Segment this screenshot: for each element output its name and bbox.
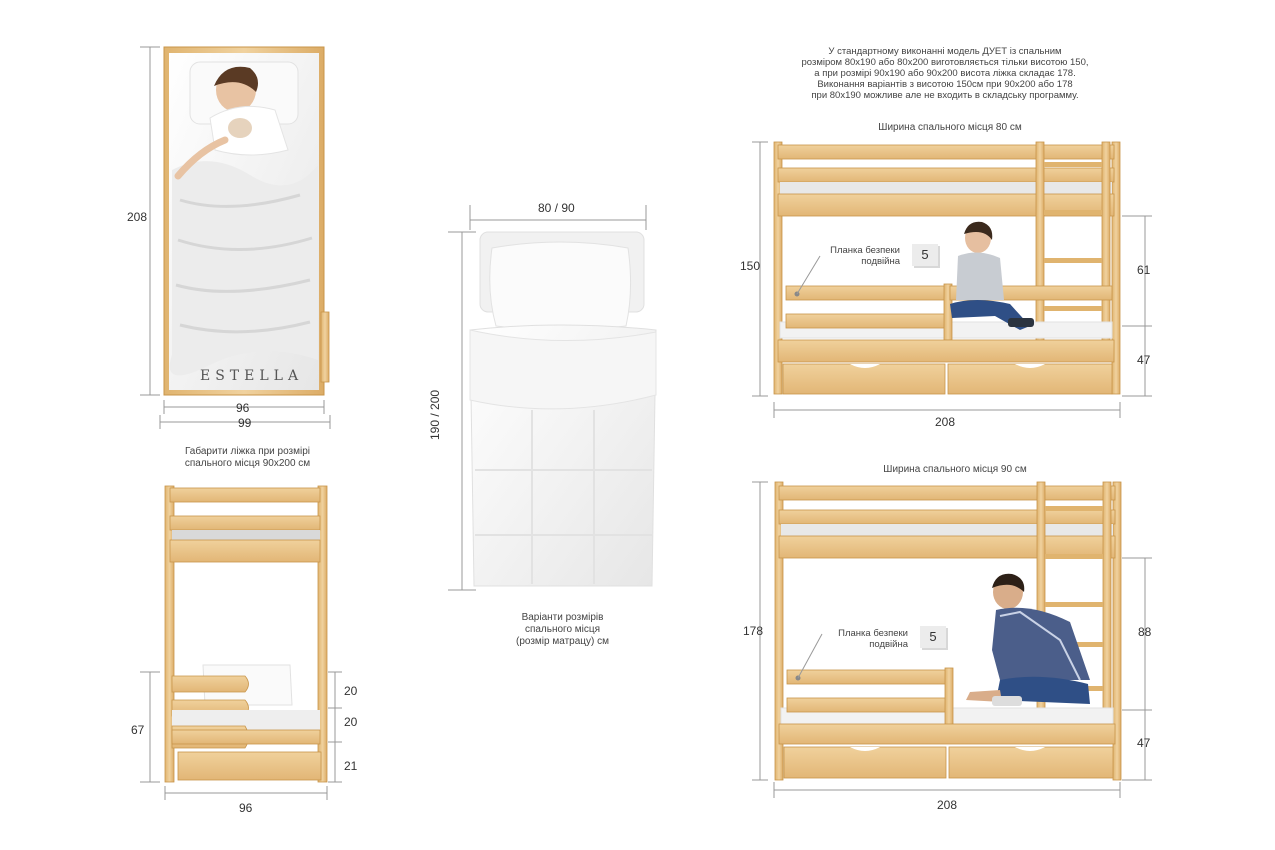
top-note-line-1: У стандартному виконанні модель ДУЕТ із спальним [828, 46, 1062, 57]
bed90-upper-label: 88 [1138, 625, 1152, 639]
top-view-height-label: 208 [127, 210, 148, 224]
top-note-line-2: розміром 80х190 або 80х200 виготовляється тільки висотою 150, [801, 57, 1089, 68]
bed80-rail-note [810, 245, 900, 267]
end-view-bed [140, 486, 342, 800]
side-view-width-label: 96 [239, 801, 253, 815]
mattress-width-label: 80 / 90 [538, 201, 575, 215]
bed80-rail-count-badge: 5 [912, 244, 938, 266]
side-view-caption-line-1: Габарити ліжка при розмірі [184, 446, 311, 457]
top-note-line-5: при 80х190 можливе але не входить в складську программу. [811, 90, 1079, 101]
top-note [780, 46, 1110, 101]
sitting-man-figure [966, 574, 1090, 706]
side-view-height-label: 67 [131, 723, 145, 737]
bed90-width-label: 208 [937, 798, 958, 812]
bed80-rail-line-1: Планка безпеки [830, 245, 900, 256]
side-view-dim-b: 20 [344, 715, 358, 729]
bed90-rail-line-2: подвійна [869, 639, 908, 650]
mattress-caption-line-2: спального місця [524, 624, 601, 635]
mattress-caption-line-1: Варіанти розмірів [521, 612, 604, 623]
bed90-rail-count-badge: 5 [920, 626, 946, 648]
bed80-title: Ширина спального місця 80 см [878, 122, 1022, 133]
bed90-title: Ширина спального місця 90 см [883, 464, 1027, 475]
top-note-line-3: а при розмірі 90х190 або 90х200 висота ліжка складає 178. [814, 68, 1076, 79]
bed80-lower-label: 47 [1137, 353, 1151, 367]
bed90-rail-line-1: Планка безпеки [838, 628, 908, 639]
side-view-dim-a: 20 [344, 684, 358, 698]
bed80-upper-label: 61 [1137, 263, 1151, 277]
top-view-outer-width-label: 99 [238, 416, 252, 430]
bunk-bed-90 [752, 482, 1152, 798]
mattress-drawing [448, 205, 656, 590]
bunk-bed-80 [752, 142, 1152, 418]
top-view-inner-width-label: 96 [236, 401, 250, 415]
sitting-boy-figure [950, 222, 1034, 330]
bed80-rail-line-2: подвійна [861, 256, 900, 267]
bed90-height-label: 178 [743, 624, 764, 638]
top-note-line-4: Виконання варіантів з висотою 150см при 90х200 або 178 [817, 79, 1073, 90]
side-view-dim-c: 21 [344, 759, 358, 773]
side-view-caption-line-2: спального місця 90х200 см [184, 458, 311, 469]
bed80-width-label: 208 [935, 415, 956, 429]
mattress-caption-line-3: (розмір матрацу) см [516, 636, 609, 647]
bed90-rail-note [818, 628, 908, 650]
brand-logo: ESTELLA [200, 368, 304, 384]
bed80-height-label: 150 [740, 259, 761, 273]
bed90-lower-label: 47 [1137, 736, 1151, 750]
mattress-length-label: 190 / 200 [428, 389, 442, 440]
side-view-caption [170, 446, 325, 470]
mattress-caption [490, 612, 635, 648]
